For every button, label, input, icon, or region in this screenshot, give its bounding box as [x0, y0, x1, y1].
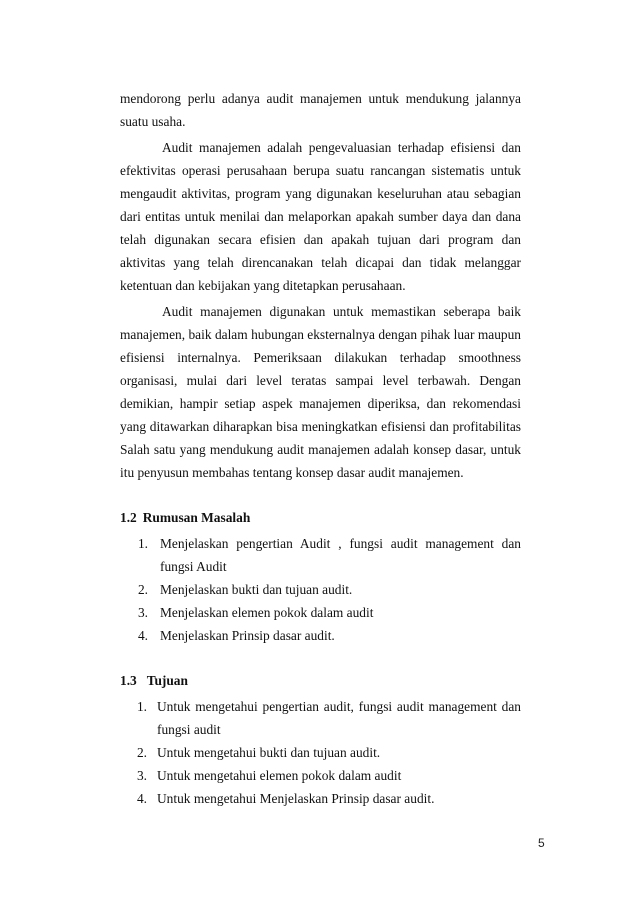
- section-title: Tujuan: [146, 673, 188, 688]
- list-item: [120, 601, 521, 624]
- page-content: [120, 87, 521, 810]
- list-item-number: 4.: [136, 791, 147, 806]
- list-item-number: 2.: [137, 582, 148, 597]
- section-number: 1.2: [120, 510, 137, 525]
- list-item-number: 1.: [136, 699, 147, 714]
- list-item-text: Untuk mengetahui pengertian audit, fungsi audit management dan fungsi audit: [157, 699, 521, 737]
- list-item: [120, 764, 521, 787]
- tujuan-list: [120, 695, 521, 810]
- list-item-number: 4.: [137, 628, 148, 643]
- paragraph-purpose: Audit manajemen digunakan untuk memastikan seberapa baik manajemen, baik dalam hubungan eksternalnya dengan pihak luar maupun efisiensi internalnya. Pemeriksaan dilakukan terhadap smoothness organisasi, mulai dari level teratas sampai level terbawah. Dengan demikian, hampir setiap aspek manajemen diperiksa, dan rekomendasi yang ditawarkan diharapkan bisa meningkatkan efisiensi dan profitabilitas Salah satu yang mendukung audit manajemen adalah konsep dasar, untuk itu penyusun membahas tentang konsep dasar audit manajemen.: [120, 304, 521, 480]
- list-item-text: Untuk mengetahui Menjelaskan Prinsip dasar audit.: [157, 791, 435, 806]
- rumusan-list: [120, 532, 521, 647]
- list-item-number: 1.: [137, 536, 148, 551]
- list-item-text: Menjelaskan Prinsip dasar audit.: [160, 628, 335, 643]
- paragraph-definition: Audit manajemen adalah pengevaluasian terhadap efisiensi dan efektivitas operasi perusahaan berupa suatu rancangan sistematis untuk mengaudit aktivitas, program yang digunakan keseluruhan atau sebagian dari entitas untuk menilai dan melaporkan apakah sumber daya dan dana telah digunakan secara efisien dan apakah tujuan dari program dan aktivitas yang telah direncanakan telah dicapai dan tidak melanggar ketentuan dan kebijakan yang ditetapkan perusahaan.: [120, 140, 521, 293]
- section-heading-tujuan: [120, 669, 521, 692]
- list-item-text: Menjelaskan elemen pokok dalam audit: [160, 605, 374, 620]
- section-number: 1.3: [120, 673, 137, 688]
- list-item-number: 3.: [136, 768, 147, 783]
- list-item: [120, 741, 521, 764]
- list-item: [120, 532, 521, 578]
- list-item-text: Untuk mengetahui bukti dan tujuan audit.: [157, 745, 381, 760]
- list-item: [120, 787, 521, 810]
- list-item: [120, 578, 521, 601]
- list-item-text: Menjelaskan pengertian Audit , fungsi audit management dan fungsi Audit: [160, 536, 521, 574]
- paragraph-continuation: mendorong perlu adanya audit manajemen untuk mendukung jalannya suatu usaha.: [120, 91, 521, 129]
- list-item-text: Untuk mengetahui elemen pokok dalam audit: [157, 768, 402, 783]
- list-item-number: 3.: [137, 605, 148, 620]
- list-item-text: Menjelaskan bukti dan tujuan audit.: [160, 582, 353, 597]
- section-title: Rumusan Masalah: [142, 510, 251, 525]
- list-item: [120, 695, 521, 741]
- list-item: [120, 624, 521, 647]
- page-number: 5: [538, 836, 545, 850]
- list-item-number: 2.: [136, 745, 147, 760]
- section-heading-rumusan: [120, 506, 521, 529]
